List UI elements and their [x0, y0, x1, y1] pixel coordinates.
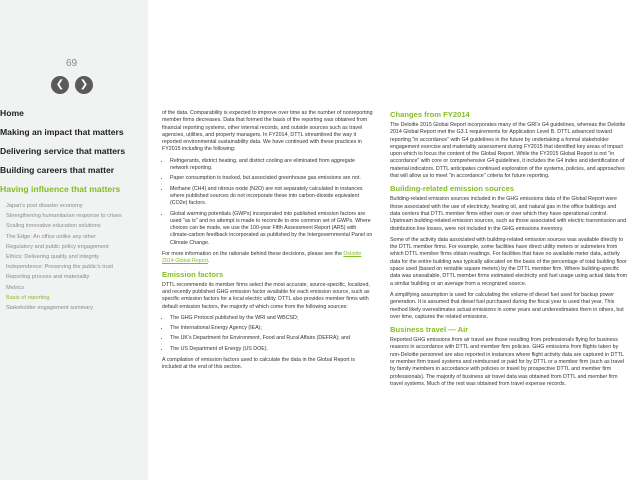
- list-item: • Refrigerants, district heating, and district cooling are eliminated from aggregate network reporting.: [170, 158, 374, 173]
- list-item: • The US Department of Energy (US DOE).: [170, 346, 374, 353]
- changes-paragraph: The Deloitte 2015 Global Report incorporates many of the GRI's G4 guidelines, whereas the Deloitte 2014 Global Report met the G3.1 requirements for Application Level B. DTTL advanced toward reporting "in accordance" with G4 guidelines in the future by undertaking a formal stakeholder engagement exercise and materiality assessment during FY2015 that identified key areas of impact upon which to focus the content of the Global Report. While the FY2015 Global Report is not "in accordance" with core or comprehensive G4 guidelines, it includes the G4 index and identification of material indicators. DTTL anticipates continued exploration of the systems, policies, and approaches that will allow us to meet "in accordance" criteria for future reporting.: [390, 122, 626, 180]
- page-number: 69: [66, 58, 78, 69]
- chevron-left-icon: ❮: [55, 79, 65, 90]
- global-report-link[interactable]: Deloitte 2014 Global Report: [162, 251, 362, 265]
- list-item: • The UK's Department for Environment, Food and Rural Affairs (DEFRA); and: [170, 335, 374, 342]
- sources-list: [162, 315, 374, 353]
- next-page-button[interactable]: [75, 76, 93, 94]
- nav-subitem-metrics[interactable]: Metrics: [6, 284, 25, 291]
- rationale-suffix: .: [207, 258, 210, 265]
- business-travel-heading: Business travel — Air: [390, 325, 469, 335]
- intro-paragraph: of the data. Comparability is expected to improve over time as the number of nonreporting member firms decreases. Data that formed the basis of the reporting was obtained from financial reporting systems, other internal records, and outside sources such as travel agencies, utilities, and property managers. In FY2014, DTTL streamlined the way it reported environmental sustainability data. We have continued with these practices in FY2015 including the following:: [162, 110, 373, 153]
- list-item: • The International Energy Agency (IEA);: [170, 325, 374, 332]
- building-paragraph-1: Building-related emission sources included in the GHG emissions data of the Global Report were those associated with the use of electricity, heating oil, and natural gas in the office buildings and data centers that DTTL member firms either own or over which they have operational control. Upstream building-related emission sources, such as those associated with electric transmission and distribution line losses, were not included in the GHG emissions inventory.: [390, 196, 627, 232]
- emission-factors-paragraph: DTTL recommends its member firms select the most accurate, source-specific, localized, and recently published GHG emission factor available for each emission source, such as specific emission factors for a local electric utility. DTTL also provides member firms with default emission factors, the majority of which come from the following sources:: [162, 281, 370, 310]
- list-item: • The GHG Protocol published by the WRI and WBCSD;: [170, 315, 374, 322]
- list-item: • Paper consumption is tracked, but associated greenhouse gas emissions are not.: [170, 175, 374, 182]
- nav-item-building-careers[interactable]: Building careers that matter: [0, 165, 115, 175]
- nav-subitem-japan[interactable]: Japan's post disaster economy: [6, 203, 83, 209]
- business-travel-paragraph: Reported GHG emissions from air travel are those resulting from professionals flying for business reasons in accordance with DTTL and member firm policies. GHG emissions from flights taken by non-Deloitte personnel are also reported in instances where flight activity data are captured in DTTL or member firm travel systems and reimbursed or paid for by DTTL or a member firm (such as travel by family members in accordance with policies or travel by prospective DTTL and member firm professionals). The majority of business air travel data was obtained from DTTL and member firm travel systems. Much of the rest was obtained from travel expense records.: [390, 337, 625, 387]
- chevron-right-icon: ❯: [79, 79, 89, 90]
- rationale-text: For more information on the rationale behind these decisions, please see the: [162, 251, 344, 258]
- nav-subitem-ethics[interactable]: Ethics: Delivering quality and integrity: [6, 254, 99, 261]
- nav-subitem-policy[interactable]: Regulatory and public policy engagement: [6, 243, 109, 250]
- nav-item-making-an-impact[interactable]: Making an impact that matters: [0, 127, 124, 137]
- nav-subitem-humanitarian[interactable]: Strengthening humanitarian response to crises: [6, 213, 122, 220]
- rationale-paragraph: [162, 251, 374, 266]
- section-navigation: [0, 108, 148, 315]
- nav-subitem-independence[interactable]: Independence: Preserving the public's trust: [6, 264, 114, 271]
- nav-subitem-basis-of-reporting[interactable]: Basis of reporting: [6, 294, 50, 301]
- nav-subitem-reporting-process[interactable]: Reporting process and materiality: [6, 274, 90, 281]
- nav-item-having-influence[interactable]: Having influence that matters: [0, 184, 121, 194]
- building-emissions-heading: Building-related emission sources: [390, 184, 515, 194]
- nav-subitem-education[interactable]: Scaling innovative education solutions: [6, 223, 101, 230]
- nav-subitem-the-edge[interactable]: The Edge: An office unlike any other: [6, 233, 96, 240]
- list-item: • Global warming potentials (GWPs) incorporated into published emission factors are used "as is" and no attempt is made to reconcile to one common set of GWPs. Where choices can be made, we use the 100-year Fifth Assessment Report (AR5) with climate-carbon feedback incorporated as published by the Intergovernmental Panel on Climate Change.: [170, 211, 374, 247]
- content-column-right: [390, 110, 628, 392]
- list-item: • Methane (CH4) and nitrous oxide (N2O) are not separately calculated in instances where published sources do not incorporate these into carbon-dioxide equivalent (CO2e) factors.: [170, 186, 374, 208]
- practices-list: [162, 158, 374, 247]
- changes-heading: Changes from FY2014: [390, 110, 470, 119]
- compilation-paragraph: A compilation of emission factors used to calculate the data in the Global Report is included at the end of this section.: [162, 357, 355, 371]
- nav-subitem-stakeholder[interactable]: Stakeholder engagement summary: [6, 305, 94, 312]
- building-paragraph-2: Some of the activity data associated with building-related emission sources was available directly to the DTTL member firms. For example, some facilities have direct utility meters or submeters from which DTTL member firms obtain readings. For facilities that have no available meter data, activity data for the entire building was typically allocated on the basis of the percentage of total building floor space used (based on rentable square meters) by the DTTL member firm. Where building-specific data was unavailable, DTTL member firms estimated electricity and fuel usage using actual data from a similar building or an average from a recognized source.: [390, 236, 628, 287]
- nav-item-delivering-service[interactable]: Delivering service that matters: [0, 146, 126, 156]
- emission-factors-heading: Emission factors: [162, 269, 224, 279]
- nav-item-home[interactable]: Home: [0, 108, 24, 118]
- previous-page-button[interactable]: [51, 76, 69, 94]
- building-paragraph-3: A simplifying assumption is used for calculating the volume of diesel fuel used for backup power generation. It is assumed that diesel fuel purchased during the fiscal year is used that year. This method likely overestimates actual emissions in some years and underestimates them in others, but over time, captures the related emissions.: [390, 291, 624, 320]
- content-column-left: [162, 110, 374, 376]
- sidebar: [0, 0, 148, 480]
